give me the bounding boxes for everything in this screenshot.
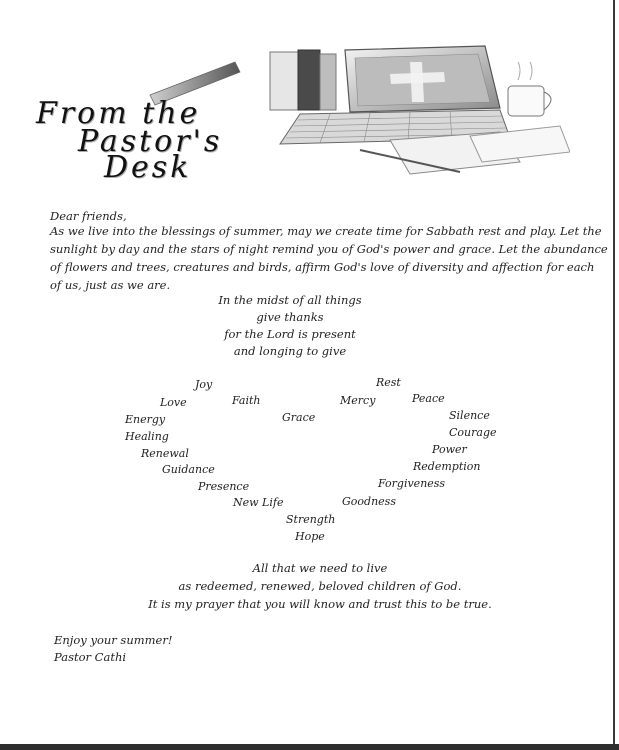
word-peace: Peace [412, 392, 445, 405]
masthead-line-2: Pastor's [78, 124, 223, 159]
word-power: Power [432, 443, 467, 456]
word-silence: Silence [449, 409, 490, 422]
scan-edge-bottom [0, 744, 619, 750]
word-courage: Courage [449, 426, 497, 439]
signoff-name: Pastor Cathi [54, 650, 127, 664]
masthead-line-1: From the [36, 96, 201, 131]
closing-line: as redeemed, renewed, beloved children of God. [178, 579, 462, 593]
word-renewal: Renewal [141, 447, 189, 460]
books-icon [270, 50, 336, 110]
greeting: Dear friends, [50, 209, 127, 223]
word-forgiveness: Forgiveness [378, 477, 446, 490]
verse-line: In the midst of all things [218, 293, 362, 307]
verse-line: and longing to give [233, 344, 347, 358]
body-line: of us, just as we are. [50, 278, 171, 292]
word-love: Love [160, 396, 187, 409]
word-hope: Hope [295, 530, 325, 543]
body-line: of flowers and trees, creatures and birds, affirm God's love of diversity and affection for each [50, 260, 595, 274]
signoff-line: Enjoy your summer! [54, 633, 173, 647]
word-guidance: Guidance [162, 463, 215, 476]
word-energy: Energy [125, 413, 166, 426]
word-mercy: Mercy [340, 394, 376, 407]
word-redemption: Redemption [413, 460, 481, 473]
closing-line: All that we need to live [252, 561, 388, 575]
verse-line: give thanks [256, 310, 324, 324]
word-faith: Faith [232, 394, 261, 407]
scan-edge-right [613, 0, 615, 750]
body-line: sunlight by day and the stars of night remind you of God's power and grace. Let the abundance [50, 242, 608, 256]
closing-line: It is my prayer that you will know and trust this to be true. [148, 597, 492, 611]
body-line: As we live into the blessings of summer, may we create time for Sabbath rest and play. Let the [50, 224, 602, 238]
masthead-line-3: Desk [104, 150, 192, 185]
word-grace: Grace [282, 411, 316, 424]
word-presence: Presence [198, 480, 250, 493]
mug-icon [508, 62, 551, 116]
verse-line: for the Lord is present [224, 327, 356, 341]
word-strength: Strength [286, 513, 336, 526]
word-healing: Healing [125, 430, 169, 443]
word-rest: Rest [376, 376, 401, 389]
word-joy: Joy [195, 378, 213, 391]
word-new-life: New Life [233, 496, 284, 509]
word-goodness: Goodness [342, 495, 396, 508]
